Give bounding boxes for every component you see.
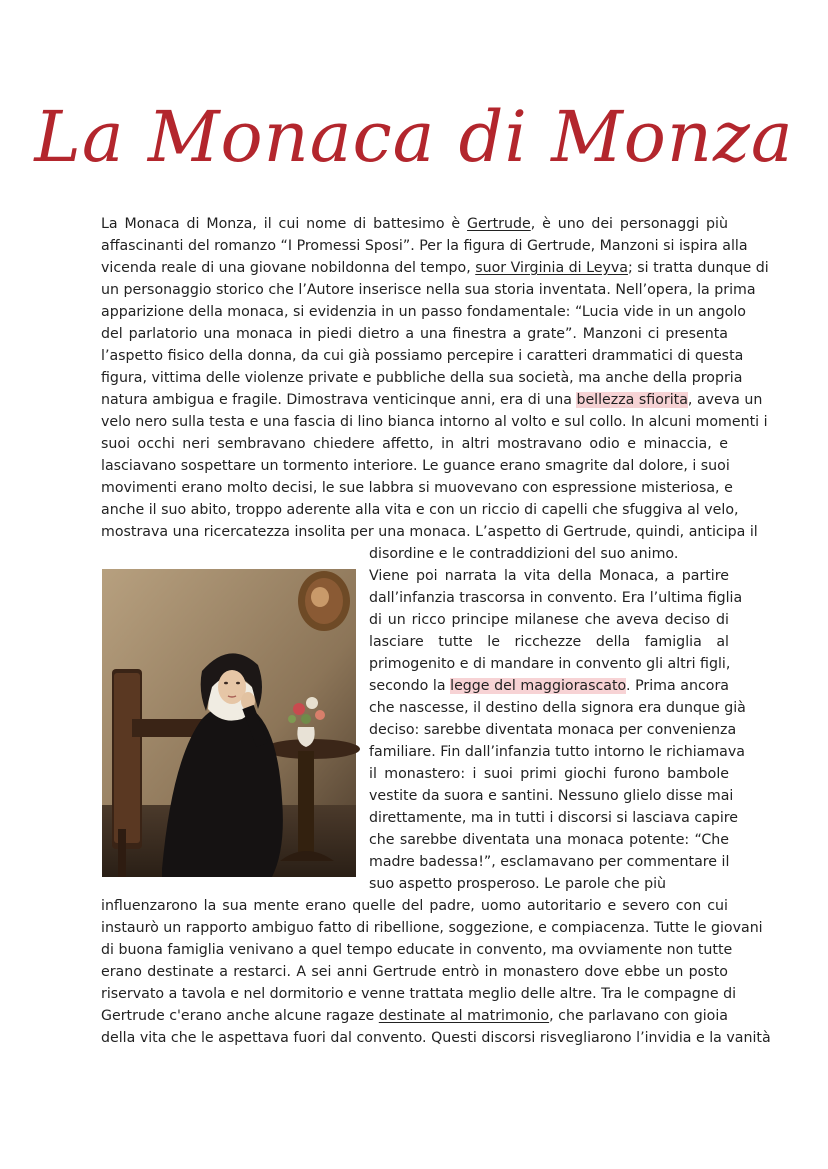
text-run: natura ambigua e fragile. Dimostrava venticinque anni, era di una — [101, 392, 577, 408]
text-run: . Prima ancora — [625, 678, 729, 694]
text-run: Gertrude c'erano anche alcune ragaze — [101, 1008, 379, 1024]
text-run: l’aspetto fisico della donna, da cui già possiamo percepire i caratteri drammatici di questa — [101, 348, 744, 364]
text-run: velo nero sulla testa e una fascia di lino bianca intorno al volto e sul collo. In alcuni momenti i — [101, 414, 768, 430]
text-run: lasciare tutte le ricchezze della famiglia al — [369, 634, 729, 650]
text-run: primogenito e di mandare in convento gli altri figli, — [369, 656, 731, 672]
text-run: ; si tratta dunque di — [627, 260, 769, 276]
text-line — [101, 895, 728, 917]
text-run: madre badessa!”, esclamavano per commentare il — [369, 854, 730, 870]
text-run: suo aspetto prosperoso. Le parole che più — [369, 876, 667, 892]
text-run: che sarebbe diventata una monaca potente: “Che — [369, 832, 729, 848]
text-line — [101, 411, 768, 433]
text-line — [369, 675, 729, 697]
text-run: , aveva un — [687, 392, 763, 408]
text-run: di un ricco principe milanese che aveva deciso di — [369, 612, 729, 628]
text-run: che nascesse, il destino della signora era dunque già — [369, 700, 746, 716]
text-run: , che parlavano con gioia — [549, 1008, 728, 1024]
nun-painting — [102, 569, 356, 877]
text-line — [101, 389, 763, 411]
text-line — [101, 279, 756, 301]
text-line — [369, 829, 729, 851]
text-run: direttamente, ma in tutti i discorsi si lasciava capire — [369, 810, 739, 826]
text-run: dall’infanzia trascorsa in convento. Era l’ultima figlia — [369, 590, 743, 606]
highlighted-term: bellezza sfiorita — [576, 392, 688, 408]
highlighted-term: legge del maggiorascato — [450, 678, 626, 694]
text-line — [369, 785, 734, 807]
text-line — [101, 983, 737, 1005]
text-line — [101, 323, 728, 345]
text-line — [369, 807, 739, 829]
text-line — [101, 961, 728, 983]
text-run: secondo la — [369, 678, 451, 694]
text-run: disordine e le contraddizioni del suo animo. — [369, 546, 679, 562]
text-run: riservato a tavola e nel dormitorio e venne trattata meglio delle altre. Tra le compagne di — [101, 986, 737, 1002]
text-run: di buona famiglia venivano a quel tempo educate in convento, ma ovviamente non tutte — [101, 942, 733, 958]
text-line — [369, 851, 729, 873]
page-title: La Monaca di Monza — [34, 96, 794, 178]
text-line — [101, 433, 728, 455]
text-line — [101, 235, 748, 257]
text-line — [101, 301, 746, 323]
text-run: lasciavano sospettare un tormento interiore. Le guance erano smagrite dal dolore, i suoi — [101, 458, 730, 474]
text-run: affascinanti del romanzo “I Promessi Sposi”. Per la figura di Gertrude, Manzoni si ispira alla — [101, 238, 748, 254]
text-line — [101, 455, 728, 477]
text-run: il monastero: i suoi primi giochi furono bambole — [369, 766, 729, 782]
text-line — [369, 763, 729, 785]
text-run: erano destinate a restarci. A sei anni Gertrude entrò in monastero dove ebbe un posto — [101, 964, 728, 980]
text-run: La Monaca di Monza, il cui nome di battesimo è — [101, 216, 468, 232]
text-line — [369, 697, 746, 719]
text-line — [369, 543, 729, 565]
text-run: suoi occhi neri sembravano chiedere affetto, in altri mostravano odio e minaccia, e — [101, 436, 728, 452]
text-run: deciso: sarebbe diventata monaca per convenienza — [369, 722, 737, 738]
text-line — [101, 367, 743, 389]
text-line — [369, 631, 729, 653]
text-line — [369, 719, 737, 741]
text-run: movimenti erano molto decisi, le sue labbra si muovevano con espressione misteriosa, e — [101, 480, 733, 496]
text-line — [101, 257, 769, 279]
underlined-term: suor Virginia di Leyva — [475, 260, 628, 276]
text-line — [101, 499, 739, 521]
text-line — [101, 1005, 728, 1027]
text-line — [369, 565, 729, 587]
text-run: un personaggio storico che l’Autore inserisce nella sua storia inventata. Nell’opera, la prima — [101, 282, 756, 298]
text-run: , è uno dei personaggi più — [530, 216, 728, 232]
text-run: familiare. Fin dall’infanzia tutto intorno le richiamava — [369, 744, 745, 760]
text-line — [369, 873, 729, 895]
text-line — [369, 587, 743, 609]
text-run: vicenda reale di una giovane nobildonna del tempo, — [101, 260, 476, 276]
text-run: Viene poi narrata la vita della Monaca, a partire — [369, 568, 729, 584]
text-run: instaurò un rapporto ambiguo fatto di ribellione, soggezione, e compiacenza. Tutte le giovani — [101, 920, 763, 936]
text-line — [101, 521, 758, 543]
nun-painting-illustration — [102, 569, 356, 877]
text-line — [101, 345, 744, 367]
text-run: figura, vittima delle violenze private e pubbliche della sua società, ma anche della propria — [101, 370, 743, 386]
text-run: vestite da suora e santini. Nessuno glielo disse mai — [369, 788, 734, 804]
underlined-term: destinate al matrimonio — [378, 1008, 550, 1024]
text-line — [101, 917, 763, 939]
text-run: apparizione della monaca, si evidenzia in un passo fondamentale: “Lucia vide in un angolo — [101, 304, 746, 320]
text-line — [101, 1027, 771, 1049]
text-line — [101, 939, 733, 961]
text-line — [369, 653, 729, 675]
text-line — [101, 213, 728, 235]
text-line — [101, 477, 733, 499]
text-run: anche il suo abito, troppo aderente alla vita e con un riccio di capelli che sfuggiva al velo, — [101, 502, 739, 518]
text-run: mostrava una ricercatezza insolita per una monaca. L’aspetto di Gertrude, quindi, anticipa il — [101, 524, 758, 540]
text-run: del parlatorio una monaca in piedi dietro a una finestra a grate”. Manzoni ci presenta — [101, 326, 728, 342]
text-line — [369, 741, 745, 763]
text-line — [369, 609, 729, 631]
underlined-term: Gertrude — [467, 216, 531, 232]
text-run: influenzarono la sua mente erano quelle del padre, uomo autoritario e severo con cui — [101, 898, 728, 914]
text-run: della vita che le aspettava fuori dal convento. Questi discorsi risvegliarono l’invidia e la vanità — [101, 1030, 771, 1046]
